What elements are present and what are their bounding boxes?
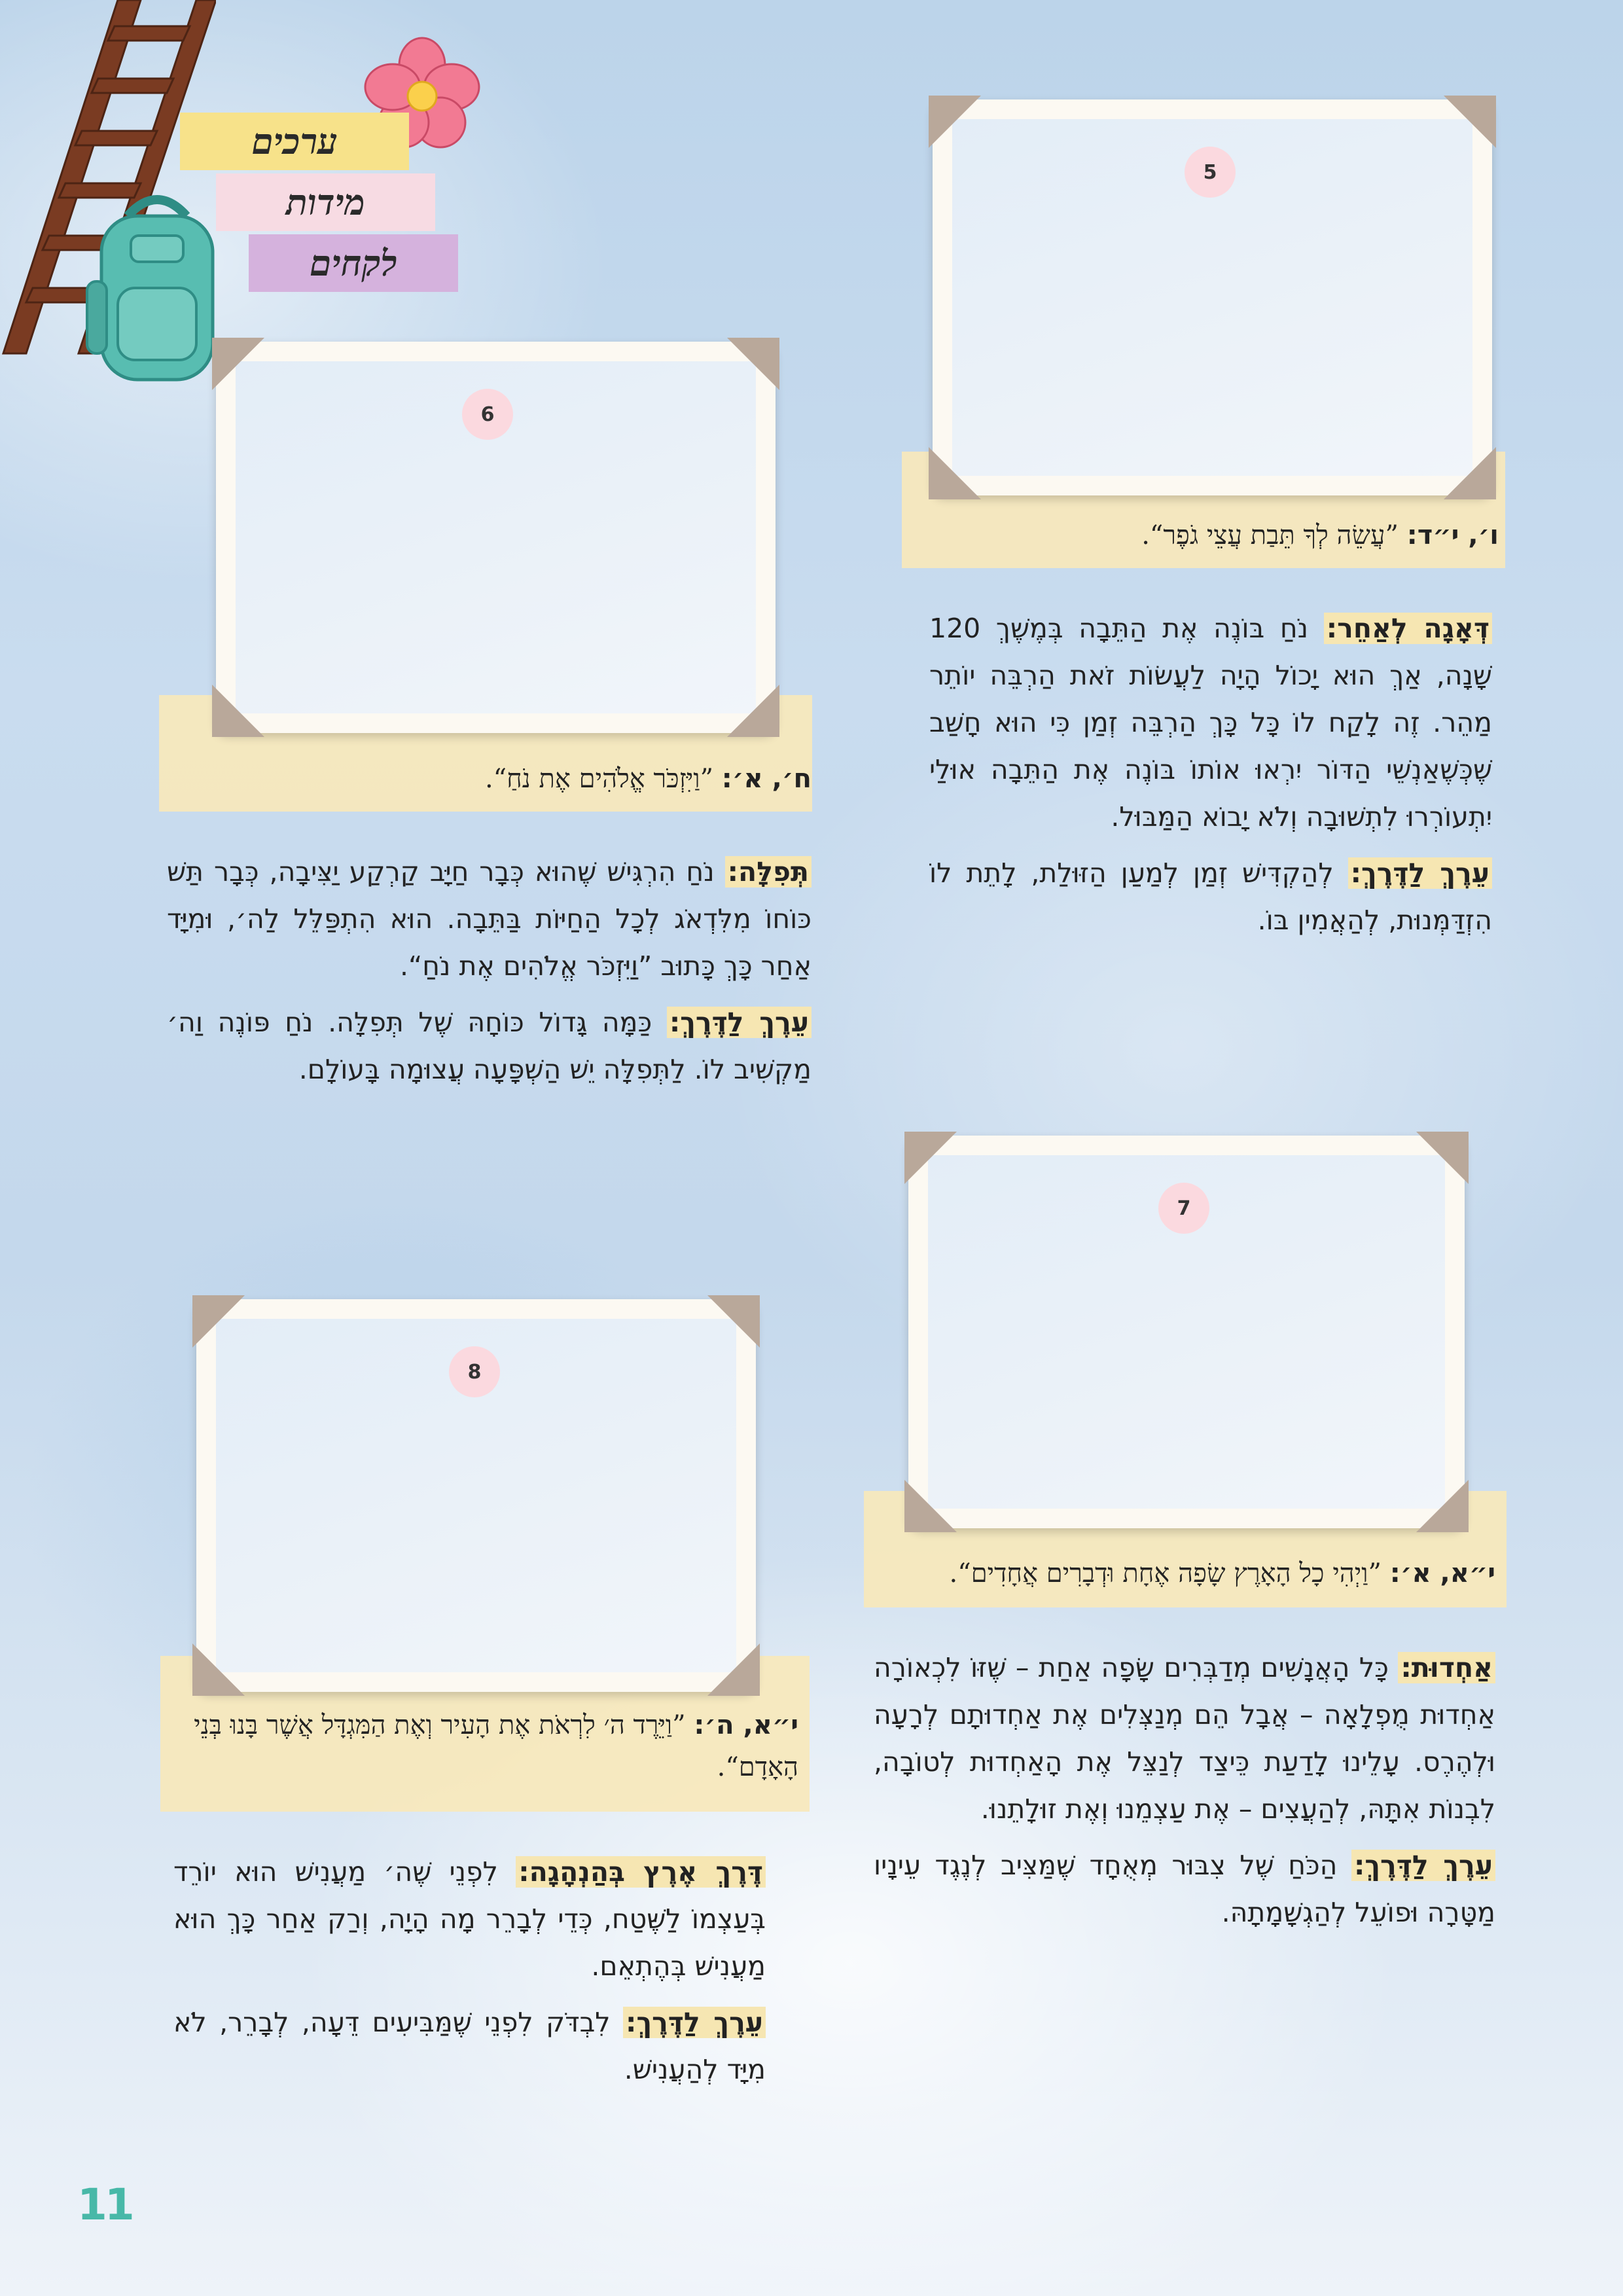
value-heading: עֵרֶךְ לַדֶּרֶךְ:	[623, 2007, 766, 2038]
verse-quote: ”וַיֵּרֶד ה׳ לִרְאֹת אֶת הָעִיר וְאֶת הַמִּגְדָּל אֲשֶׁר בָּנוּ בְּנֵי הָאָדָם“.	[194, 1710, 798, 1782]
verse-quote: ”וַיִּזְכֹּר אֱלֹהִים אֶת נֹחַ“.	[484, 764, 714, 794]
verse-reference: ח׳, א׳:	[721, 764, 812, 794]
value-body: הַכֹּחַ שֶׁל צִבּוּר מְאֻחָד שֶׁמַּצִּיב לְנֶגֶד עֵינָיו מַטָּרָה וּפוֹעֵל לְהַגְשָׁמָתָהּ.	[874, 1850, 1495, 1928]
photo-frame	[933, 99, 1492, 495]
frame-number: 7	[1158, 1183, 1209, 1234]
value-heading: עֵרֶךְ לַדֶּרֶךְ:	[1348, 857, 1492, 889]
verse-caption	[910, 514, 1499, 556]
topic-body: כָּל הָאֲנָשִׁים מְדַבְּרִים שָׂפָה אַחַת – שֶׁזּוֹ לִכְאוֹרָה אַחְדוּת מֻפְלָאָה – אֲבָל הֵם מְנַצְּלִים אֶת אַחְדוּתָם לְרָעָה וּלְהֶרֶס. עָלֵינוּ לָדַעַת כֵּיצַד לְנַצֵּל אֶת הָאַחְדוּת לְטוֹבָה, לִבְנוֹת אִתָּהּ, לְהַעֲצִים – אֶת עַצְמֵנוּ וְאֶת זוּלָתֵנוּ.	[874, 1652, 1495, 1825]
page-number: 11	[77, 2179, 132, 2230]
verse-caption	[170, 758, 812, 800]
verse-reference: י״א, א׳:	[1389, 1558, 1495, 1588]
photo-frame	[196, 1299, 756, 1692]
frame-number: 5	[1185, 147, 1236, 198]
topic-heading: דְּאָגָה לְאַחֵר:	[1324, 613, 1492, 644]
verse-caption	[167, 1704, 798, 1788]
text-block	[167, 848, 812, 1102]
value-body: לִבְדֹּק לִפְנֵי שֶׁמַּבִּיעִים דֵּעָה, לְבָרֵר, לֹא מִיָּד לְהַעֲנִישׁ.	[173, 2007, 766, 2085]
topic-body: נֹחַ בּוֹנֶה אֶת הַתֵּבָה בְּמֶשֶׁךְ 120 שָׁנָה, אַךְ הוּא יָכוֹל הָיָה לַעֲשׂוֹת זֹאת הַרְבֵּה יוֹתֵר מַהֵר. זֶה לָקַח לוֹ כָּל כָּךְ הַרְבֵּה זְמַן כִּי הוּא חָשַׁב שֶׁכְּשֶׁאַנְשֵׁי הַדּוֹר יִרְאוּ אוֹתוֹ בּוֹנֶה אֶת הַתֵּבָה אוּלַי יִתְעוֹרְרוּ לִתְשׁוּבָה וְלֹא יָבוֹא הַמַּבּוּל.	[929, 613, 1492, 833]
tag-values: ערכים	[180, 113, 409, 170]
topic-heading: אַחְדוּת:	[1398, 1652, 1495, 1683]
topic-body: נֹחַ הִרְגִּישׁ שֶׁהוּא כְּבָר חַיָּב קַרְקַע יַצִּיבָה, כְּבָר תַּשׁ כּוֹחוֹ מִלִּדְאֹג לְכָל הַחַיּוֹת בַּתֵּבָה. הוּא הִתְפַּלֵּל לַה׳, וּמִיָּד אַחַר כָּךְ כָּתוּב ”וַיִּזְכֹּר אֱלֹהִים אֶת נֹחַ“.	[167, 856, 812, 982]
tag-traits: מידות	[216, 173, 435, 231]
photo-frame	[216, 342, 776, 733]
value-body: כַּמָּה גָּדוֹל כּוֹחָהּ שֶׁל תְּפִלָּה. נֹחַ פּוֹנֶה וַה׳ מַקְשִׁיב לוֹ. לַתְּפִלָּה יֵשׁ הַשְׁפָּעָה עֲצוּמָה בָּעוֹלָם.	[167, 1007, 812, 1085]
topic-heading: דֶּרֶךְ אֶרֶץ בְּהַנְהָגָה:	[516, 1856, 766, 1888]
verse-reference: י״א, ה׳:	[694, 1710, 798, 1740]
value-heading: עֵרֶךְ לַדֶּרֶךְ:	[667, 1007, 812, 1038]
verse-caption	[864, 1552, 1495, 1594]
frame-number: 6	[462, 389, 513, 440]
text-block	[874, 1644, 1495, 1945]
text-block	[173, 1848, 766, 2102]
tag-lessons: לקחים	[249, 234, 458, 292]
topic-heading: תְּפִלָּה:	[725, 856, 812, 888]
topic-body: לִפְנֵי שֶׁה׳ מַעֲנִישׁ הוּא יוֹרֵד בְּעַצְמוֹ לַשֶּׁטַח, כְּדֵי לְבָרֵר מָה הָיָה, וְרַק אַחַר כָּךְ הוּא מַעֲנִישׁ בְּהֶתְאֵם.	[173, 1856, 766, 1982]
frame-number: 8	[449, 1346, 500, 1397]
value-body: לְהַקְדִּישׁ זְמַן לְמַעַן הַזּוּלַת, לָתֵת לוֹ הִזְדַּמְּנוּת, לְהַאֲמִין בּוֹ.	[929, 857, 1492, 936]
verse-quote: ”וַיְהִי כָל הָאָרֶץ שָׂפָה אֶחָת וּדְבָרִים אֲחָדִים“.	[949, 1558, 1382, 1588]
verse-quote: ”עֲשֵׂה לְךָ תֵּבַת עֲצֵי גֹפֶר“.	[1141, 520, 1399, 550]
backpack-icon	[82, 190, 232, 386]
text-block	[929, 605, 1492, 953]
verse-reference: ו׳, י״ד:	[1406, 520, 1499, 550]
photo-frame	[908, 1136, 1465, 1528]
value-heading: עֵרֶךְ לַדֶּרֶךְ:	[1351, 1850, 1495, 1881]
